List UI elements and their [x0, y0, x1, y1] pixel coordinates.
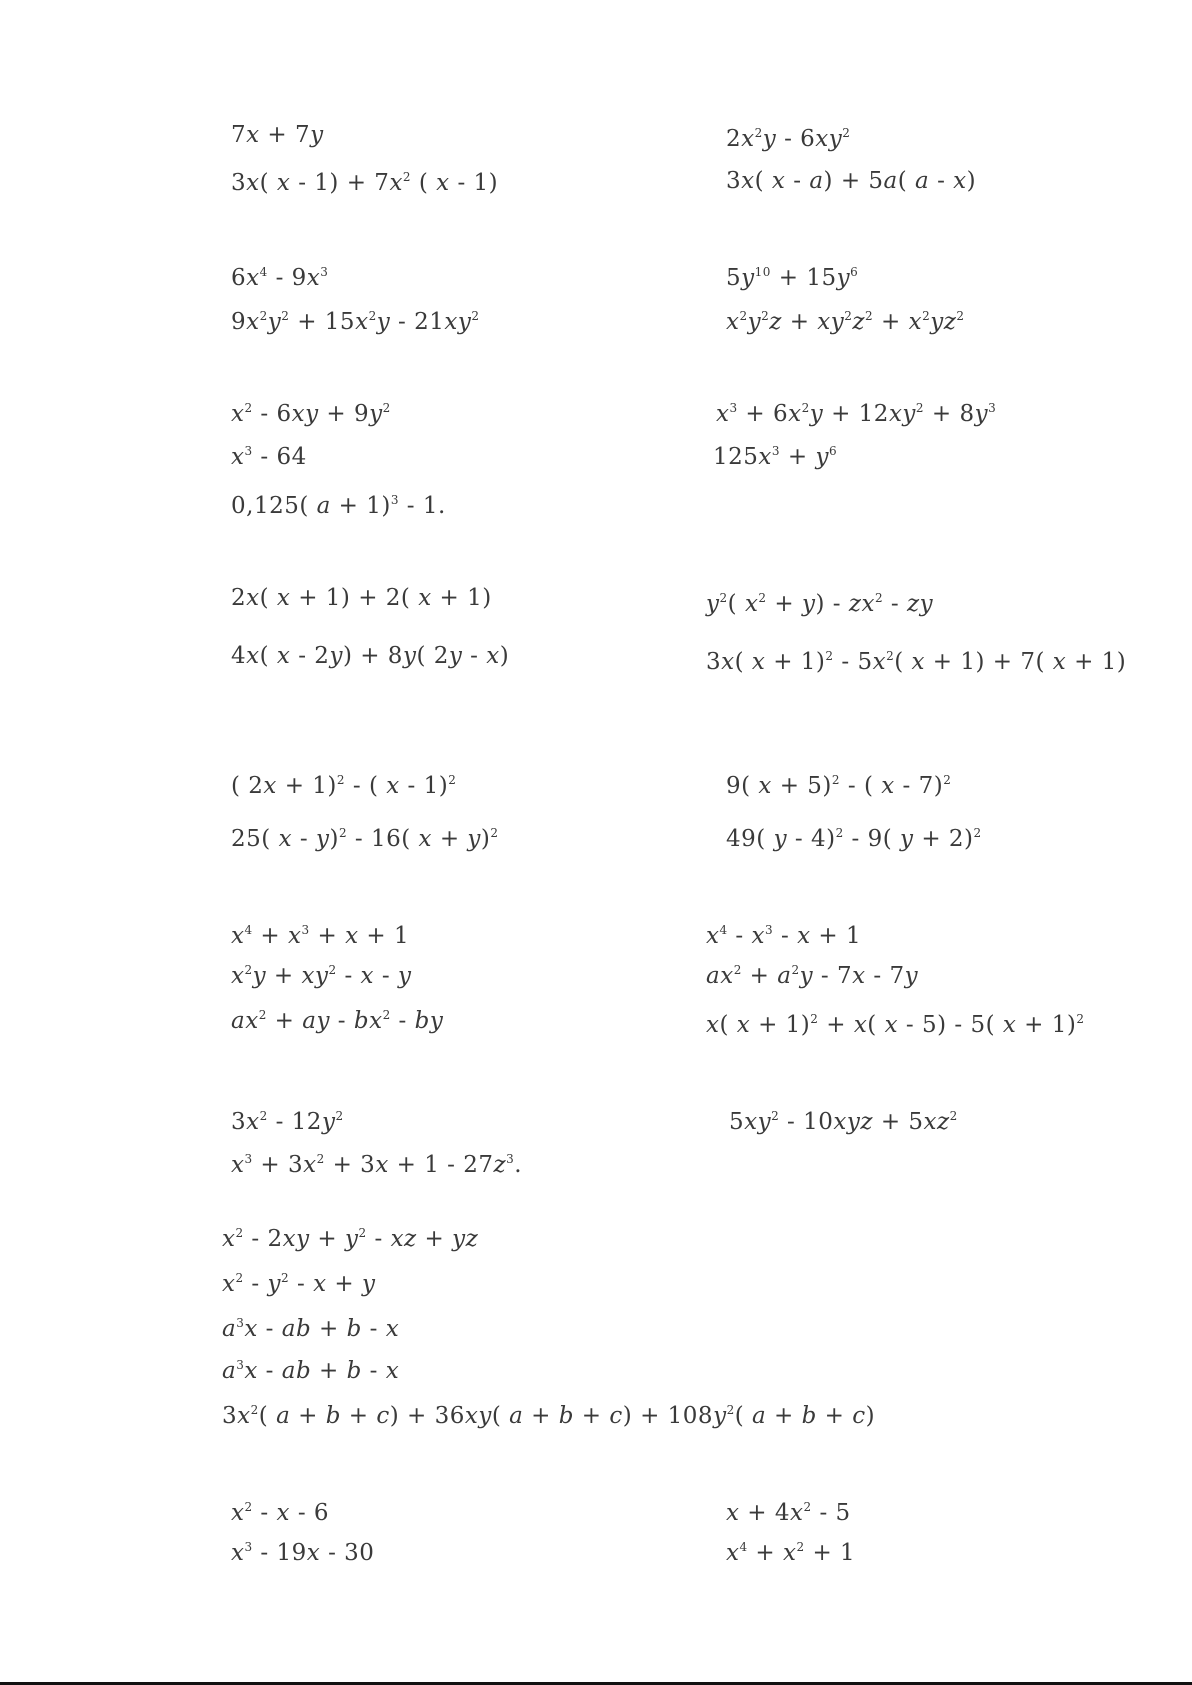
expression-e28: $3x^2 - 12y^2$	[231, 1109, 344, 1135]
expression-e22: $x^4 + x^3 + x + 1$	[231, 923, 410, 949]
expression-e23: $x^4 - x^3 - x + 1$	[706, 923, 862, 949]
expression-e31: $x^2 - 2xy + y^2$ - xz + yz	[222, 1226, 479, 1252]
expression-e11: $x^3 - 64$	[231, 444, 307, 470]
expression-e5: $6x^4 - 9x^3$	[231, 265, 329, 291]
expression-e34: $a^3x$ - ab + b - x	[222, 1358, 400, 1384]
expression-e26: $ax^2$ + ay - $bx^2$ - by	[231, 1008, 444, 1034]
expression-e30: $x^3 + 3x^2 + 3x + 1 - 27z^3$.	[231, 1152, 523, 1178]
expression-e9: $x^2 - 6xy + 9y^2$	[231, 401, 391, 427]
expression-e37: $x + 4x^2 - 5$	[726, 1500, 851, 1526]
expression-e12: $125x^3 + y^6$	[713, 444, 838, 470]
expression-e4: 3x( x - a) + 5a( a - x)	[726, 168, 977, 194]
expression-e32: $x^2 - y^2 - x + y$	[222, 1271, 376, 1297]
expression-e29: $5xy^2 - 10xyz + 5xz^2$	[729, 1109, 958, 1135]
expression-e25: $ax^2 + a^2y - 7x - 7y$	[706, 963, 919, 989]
expression-e15: $y^2$( $x^2 + y) - zx^2$ - zy	[706, 591, 934, 617]
expression-e10: $x^3 + 6x^2y + 12xy^2 + 8y^3$	[716, 401, 997, 427]
expression-e6: $5y^{10} + 15y^6$	[726, 265, 859, 291]
expression-e19: 9( x + 5)$^2$ - ( x - 7)$^2$	[726, 773, 952, 799]
expression-e7: $9x^2y^2 + 15x^2y - 21xy^2$	[231, 309, 480, 335]
expression-e3: 3x( $x - 1) + 7x^2$ ( x - 1)	[231, 170, 499, 196]
expression-e14: 2x( x + 1) + 2( x + 1)	[231, 585, 492, 611]
expression-e2: $2x^2y - 6xy^2$	[726, 126, 851, 152]
expression-e21: 49( y - 4)$^2$ - 9( y + 2)$^2$	[726, 826, 982, 852]
expression-e20: 25( x - y)$^2$ - 16( x + y)$^2$	[231, 826, 499, 852]
expression-e17: 3x( $x + 1)^2 - 5x^2$( x + 1) + 7( x + 1)	[706, 649, 1127, 675]
expression-e8: $x^2y^2z + xy^2z^2 + x^2yz^2$	[726, 309, 965, 335]
expression-e33: $a^3x$ - ab + b - x	[222, 1316, 400, 1342]
expression-e27: x( x + 1)$^2$ + x( x - 5) - 5( x + 1)$^2$	[706, 1012, 1085, 1038]
expression-e38: $x^3 - 19x - 30$	[231, 1540, 375, 1566]
expression-e13: 0,125( a + 1)$^3$ - 1.	[231, 493, 446, 519]
expression-e39: $x^4 + x^2 + 1$	[726, 1540, 856, 1566]
expression-e36: $x^2$ - x - 6	[231, 1500, 330, 1526]
expression-e24: $x^2y + xy^2 - x - y$	[231, 963, 412, 989]
expression-e35: $3x^2$( a + b + c) + 36xy( $a + b + c) + 108y^2$( a + b + c)	[222, 1403, 876, 1429]
expression-e18: ( 2x + 1)$^2$ - ( x - 1)$^2$	[231, 773, 457, 799]
expression-e1: 7x + 7y	[231, 122, 324, 148]
expression-e16: 4x( x - 2y) + 8y( 2y - x)	[231, 643, 510, 669]
